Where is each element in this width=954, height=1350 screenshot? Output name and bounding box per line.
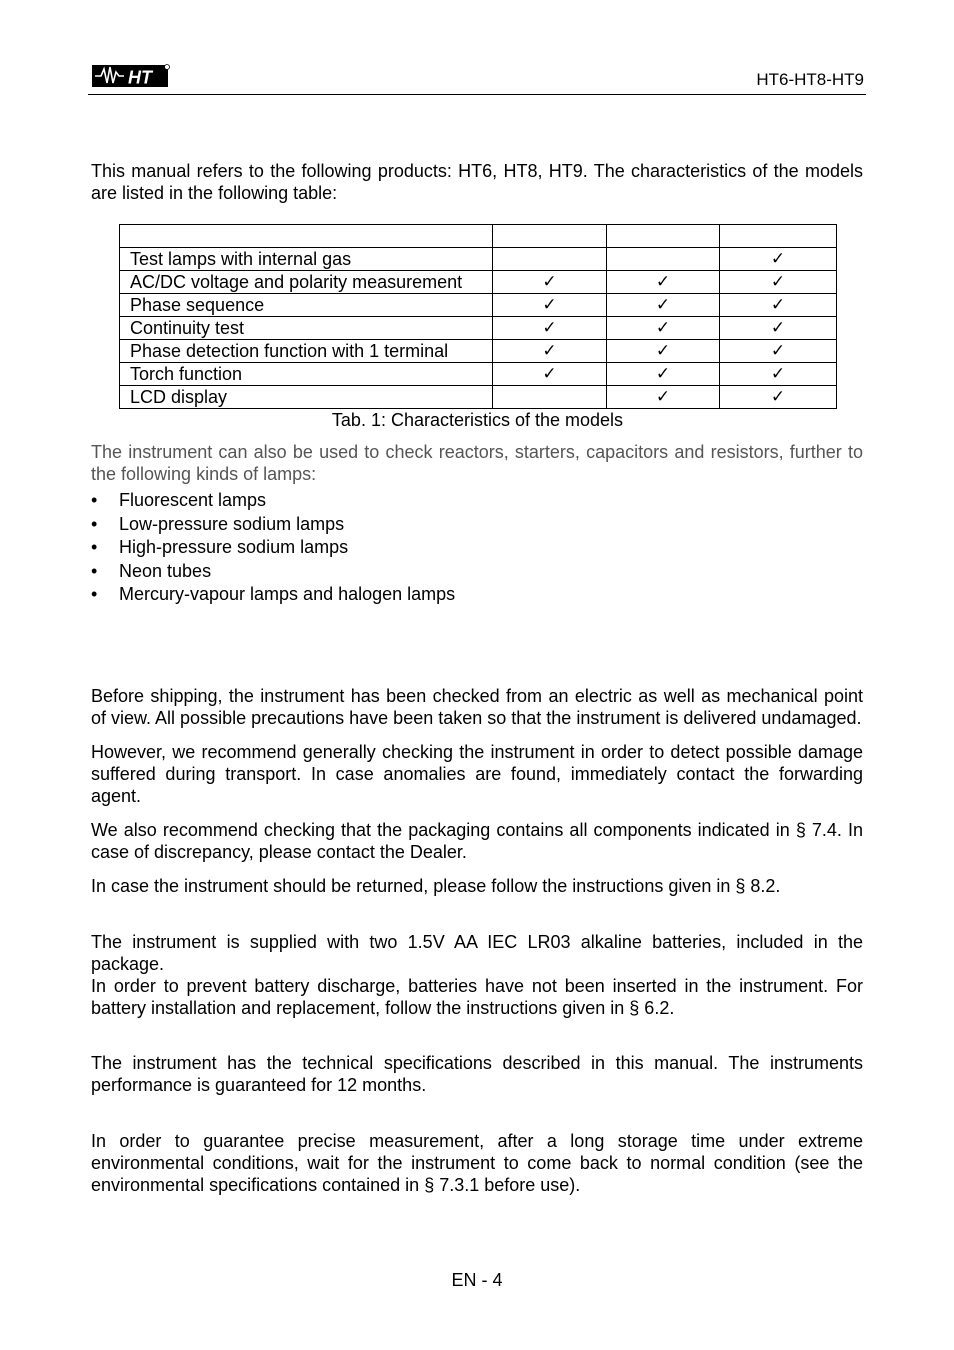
check-mark: ✓ bbox=[607, 294, 720, 317]
check-mark: ✓ bbox=[607, 386, 720, 409]
intro-paragraph: This manual refers to the following products: HT6, HT8, HT9. The characteristics of the models are listed in the following table: bbox=[91, 161, 863, 203]
check-mark: ✓ bbox=[493, 363, 607, 386]
table-row bbox=[120, 340, 837, 363]
check-mark: ✓ bbox=[720, 363, 837, 386]
feature-label: Test lamps with internal gas bbox=[120, 248, 493, 271]
table-row bbox=[120, 248, 837, 271]
check-mark bbox=[493, 248, 607, 271]
ht-logo bbox=[92, 63, 170, 89]
lamps-intro-paragraph: The instrument can also be used to check reactors, starters, capacitors and resistors, further to the following kinds of lamps: bbox=[91, 442, 863, 484]
models-table-wrapper bbox=[119, 224, 836, 431]
list-item: • Neon tubes bbox=[91, 560, 863, 584]
shipping-paragraph: However, we recommend generally checking the instrument in order to detect possible damage suffered during transport. In case anomalies are found, immediately contact the forwarding agent. bbox=[91, 741, 863, 806]
table-row bbox=[120, 363, 837, 386]
lamp-types-list bbox=[91, 489, 863, 607]
page-header bbox=[88, 60, 866, 95]
list-item: • Mercury-vapour lamps and halogen lamps bbox=[91, 583, 863, 607]
check-mark: ✓ bbox=[720, 386, 837, 409]
models-table bbox=[119, 224, 837, 409]
list-item: • Low-pressure sodium lamps bbox=[91, 513, 863, 537]
feature-label: LCD display bbox=[120, 386, 493, 409]
check-mark: ✓ bbox=[720, 340, 837, 363]
check-mark: ✓ bbox=[607, 271, 720, 294]
table-header-cell bbox=[120, 225, 493, 248]
table-row bbox=[120, 294, 837, 317]
table-header-cell bbox=[493, 225, 607, 248]
feature-label: Continuity test bbox=[120, 317, 493, 340]
shipping-paragraph: In case the instrument should be returned, please follow the instructions given in § 8.2. bbox=[91, 875, 781, 896]
check-mark bbox=[607, 248, 720, 271]
table-row bbox=[120, 386, 837, 409]
page-content bbox=[91, 160, 863, 1196]
check-mark: ✓ bbox=[720, 248, 837, 271]
feature-label: AC/DC voltage and polarity measurement bbox=[120, 271, 493, 294]
check-mark: ✓ bbox=[720, 294, 837, 317]
check-mark: ✓ bbox=[493, 317, 607, 340]
power-paragraph: The instrument is supplied with two 1.5V AA IEC LR03 alkaline batteries, included in the package. bbox=[91, 931, 863, 974]
check-mark: ✓ bbox=[720, 271, 837, 294]
table-row bbox=[120, 317, 837, 340]
page-number: EN - 4 bbox=[451, 1270, 503, 1290]
power-paragraph: In order to prevent battery discharge, batteries have not been inserted in the instrument. For battery installation and replacement, follow the instructions given in § 6.2. bbox=[91, 975, 863, 1018]
check-mark: ✓ bbox=[607, 317, 720, 340]
list-item: • High-pressure sodium lamps bbox=[91, 536, 863, 560]
table-header-cell bbox=[607, 225, 720, 248]
storage-paragraph: In order to guarantee precise measurement, after a long storage time under extreme environmental conditions, wait for the instrument to come back to normal condition (see the environmental specifications contained in § 7.3.1 before use). bbox=[91, 1130, 863, 1195]
check-mark: ✓ bbox=[493, 340, 607, 363]
shipping-paragraph: We also recommend checking that the packaging contains all components indicated in § 7.4. In case of discrepancy, please contact the Dealer. bbox=[91, 819, 863, 862]
check-mark bbox=[493, 386, 607, 409]
check-mark: ✓ bbox=[493, 294, 607, 317]
shipping-paragraph: Before shipping, the instrument has been checked from an electric as well as mechanical point of view. All possible precautions have been taken so that the instrument is delivered undamaged. bbox=[91, 685, 863, 728]
table-header-row bbox=[120, 225, 837, 248]
table-header-cell bbox=[720, 225, 837, 248]
document-id: HT6-HT8-HT9 bbox=[756, 70, 864, 89]
feature-label: Phase detection function with 1 terminal bbox=[120, 340, 493, 363]
logo-text: HT bbox=[128, 67, 152, 88]
feature-label: Torch function bbox=[120, 363, 493, 386]
table-caption: Tab. 1: Characteristics of the models bbox=[331, 410, 624, 430]
calibration-paragraph: The instrument has the technical specifications described in this manual. The instruments performance is guaranteed for 12 months. bbox=[91, 1052, 863, 1095]
feature-label: Phase sequence bbox=[120, 294, 493, 317]
check-mark: ✓ bbox=[493, 271, 607, 294]
check-mark: ✓ bbox=[607, 340, 720, 363]
check-mark: ✓ bbox=[607, 363, 720, 386]
list-item: • Fluorescent lamps bbox=[91, 489, 863, 513]
table-row bbox=[120, 271, 837, 294]
check-mark: ✓ bbox=[720, 317, 837, 340]
